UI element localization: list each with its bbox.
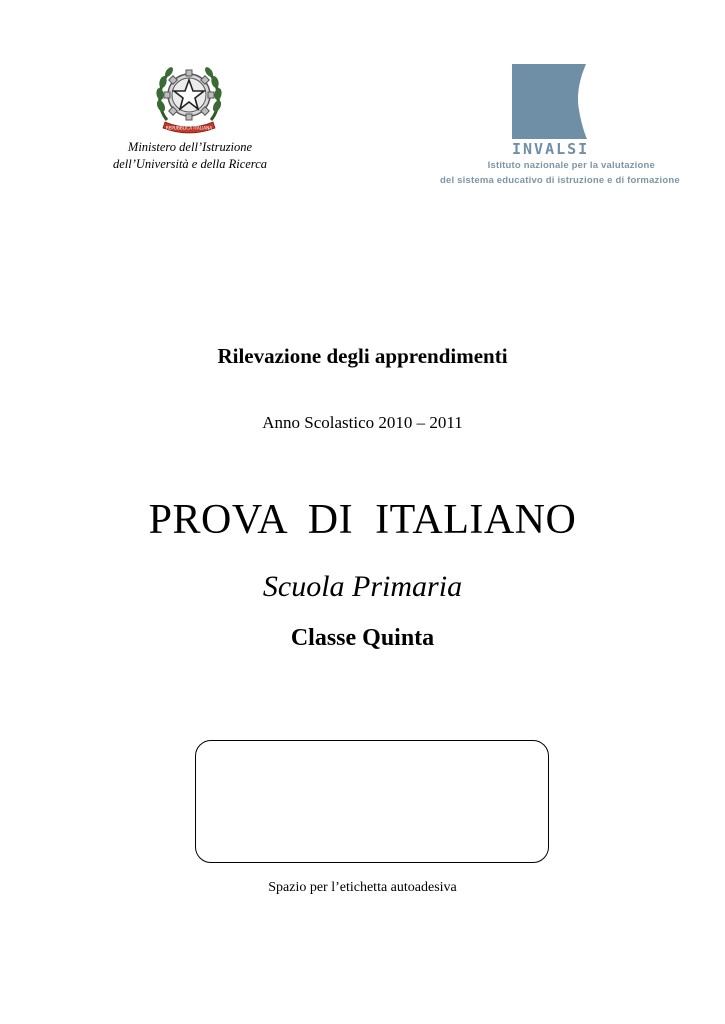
survey-title: Rilevazione degli apprendimenti bbox=[217, 344, 508, 368]
invalsi-subtitle-line-1: Istituto nazionale per la valutazione bbox=[487, 160, 655, 171]
italian-republic-emblem-icon bbox=[153, 58, 225, 134]
sticker-label-caption: Spazio per l’etichetta autoadesiva bbox=[268, 880, 457, 895]
school-year: Anno Scolastico 2010 – 2011 bbox=[262, 413, 463, 432]
svg-text:REPUBBLICA ITALIANA: REPUBBLICA ITALIANA bbox=[165, 125, 213, 131]
test-title: PROVA DI ITALIANO bbox=[148, 497, 577, 543]
invalsi-logo-icon bbox=[510, 64, 588, 139]
school-level: Scuola Primaria bbox=[262, 570, 463, 603]
invalsi-subtitle-line-2: del sistema educativo di istruzione e di formazione bbox=[440, 175, 680, 186]
ministry-name bbox=[90, 139, 290, 173]
invalsi-name: INVALSI bbox=[512, 140, 590, 158]
sticker-label-box bbox=[195, 740, 549, 863]
ministry-line-1: Ministero dell’Istruzione bbox=[127, 140, 253, 154]
ministry-line-2: dell’Università e della Ricerca bbox=[113, 157, 267, 171]
class-level: Classe Quinta bbox=[290, 625, 435, 651]
